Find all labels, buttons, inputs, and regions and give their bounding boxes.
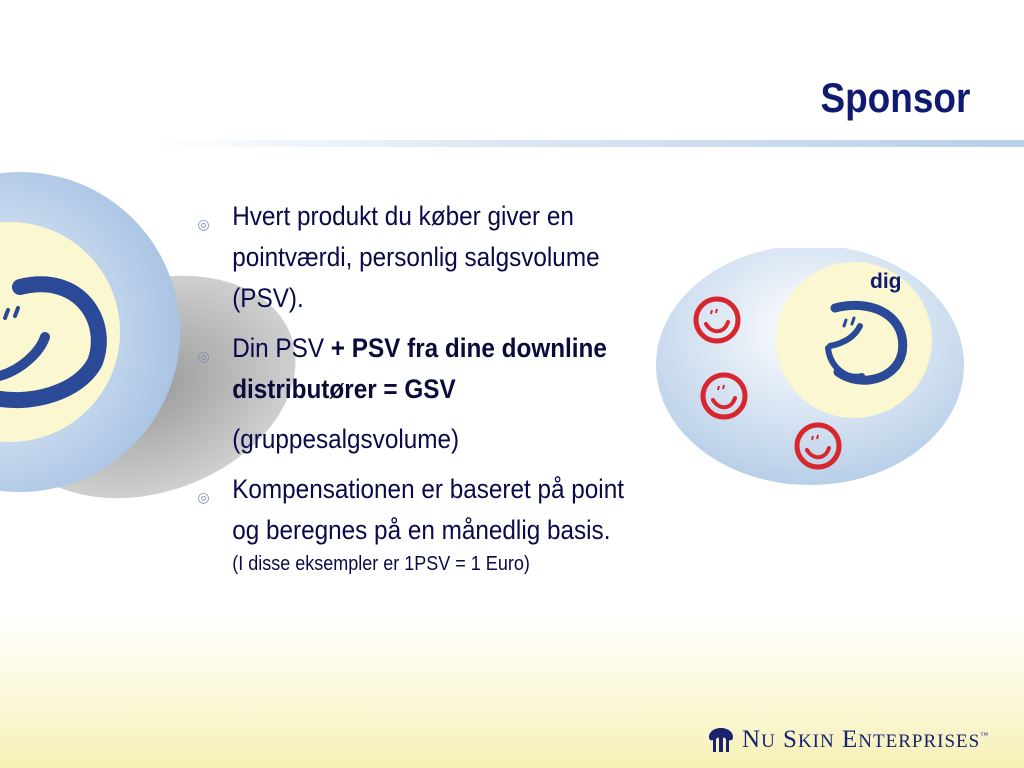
bullet-list: [197, 196, 624, 586]
bullet-text: Kompensationen er baseret på point og beregnes på en månedlig basis.: [232, 474, 624, 545]
bullet-item: [198, 328, 655, 460]
bullet-item: [198, 196, 655, 319]
diagram-label-dig: dig: [870, 270, 902, 293]
nu-skin-logo: [706, 722, 989, 758]
bullet-text: Hvert produkt du køber giver en pointværdi, personlig salgsvolume (PSV).: [232, 201, 600, 313]
bullet-text-bold: + PSV fra dine downline distributører = GSV: [232, 333, 607, 404]
center-disc: [776, 262, 932, 418]
sponsor-diagram: [650, 248, 970, 494]
bullet-text-after: (gruppesalgsvolume): [232, 424, 460, 454]
bullet-ring-icon: ◎: [197, 489, 210, 505]
bullet-ring-icon: ◎: [197, 348, 210, 364]
nu-skin-emblem-icon: [706, 725, 736, 755]
bullet-note: (I disse eksempler er 1PSV = 1 Euro): [232, 553, 530, 575]
bullet-ring-icon: ◎: [197, 216, 210, 232]
title-divider: [150, 140, 1024, 147]
logo-wordmark: NU SKIN ENTERPRISES™: [742, 726, 990, 753]
slide-title: Sponsor: [820, 74, 970, 121]
bullet-item: [198, 469, 655, 577]
bullet-text-normal: Din PSV: [232, 333, 331, 363]
